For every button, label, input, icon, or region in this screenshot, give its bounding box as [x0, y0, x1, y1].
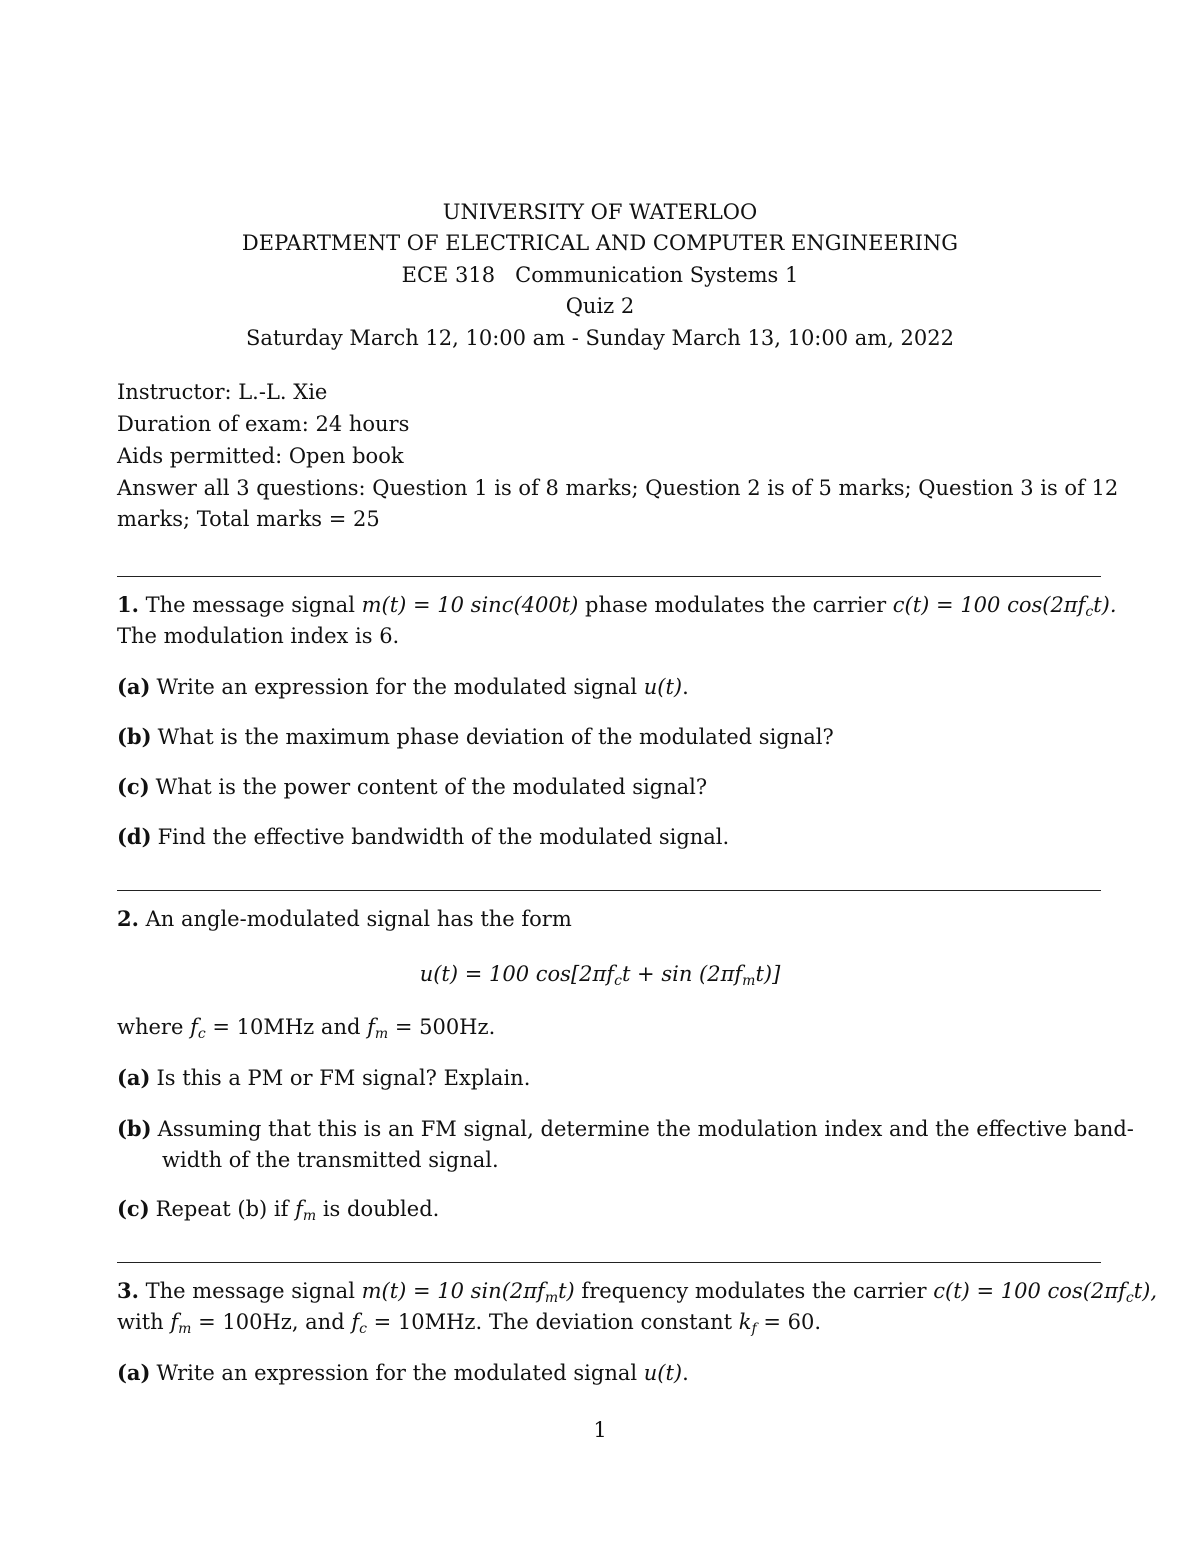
part-label: (b)	[117, 1116, 152, 1141]
part-text: What is the power content of the modulated signal?	[155, 775, 708, 799]
question-number: 2.	[117, 906, 139, 931]
subscript: c	[1085, 604, 1094, 620]
course-title: ECE 318 Communication Systems 1	[401, 263, 799, 287]
part-text: Write an expression for the modulated signal	[156, 1361, 644, 1385]
part-label: (c)	[117, 1196, 150, 1221]
q2-text: = 10MHz and	[205, 1015, 368, 1039]
part-label: (a)	[117, 1360, 151, 1385]
q1-part-d	[117, 823, 1102, 851]
question-1-intro	[117, 591, 1117, 626]
subscript: m	[544, 1290, 559, 1306]
q2-part-c	[117, 1195, 1102, 1230]
aids-permitted: Aids permitted: Open book	[117, 444, 404, 468]
duration: Duration of exam: 24 hours	[117, 412, 410, 436]
part-label: (b)	[117, 724, 152, 749]
exam-date: Saturday March 12, 10:00 am - Sunday March 13, 10:00 am, 2022	[245, 326, 955, 350]
part-label: (a)	[117, 674, 151, 699]
q1-text: The message signal	[138, 593, 362, 617]
subscript: c	[197, 1026, 206, 1042]
math-var: f	[170, 1310, 179, 1334]
q3-text: with	[117, 1310, 171, 1334]
q3-text: = 60.	[756, 1310, 822, 1334]
part-label: (a)	[117, 1065, 151, 1090]
part-text: What is the maximum phase deviation of the modulated signal?	[157, 725, 834, 749]
question-1-line2: The modulation index is 6.	[117, 624, 400, 648]
q2-text: An angle-modulated signal has the form	[138, 907, 572, 931]
divider	[117, 890, 1101, 891]
carrier-expr: c(t) = 100 cos(2πf	[892, 593, 1086, 617]
part-label: (c)	[117, 774, 150, 799]
subscript: f	[751, 1321, 757, 1337]
subscript: c	[1125, 1290, 1134, 1306]
page-number: 1	[593, 1418, 607, 1442]
subscript: c	[614, 973, 622, 989]
q2-part-b-cont: width of the transmitted signal.	[162, 1148, 499, 1172]
q1-text: phase modulates the carrier	[578, 593, 893, 617]
part-label: (d)	[117, 824, 152, 849]
q1-part-a	[117, 673, 1102, 701]
subscript: c	[359, 1321, 367, 1337]
question-2-intro	[117, 905, 1102, 933]
q3-text: = 10MHz. The deviation constant	[366, 1310, 739, 1334]
equation-part: u(t) = 100 cos[2πf	[419, 962, 615, 986]
q2-where	[117, 1013, 1102, 1048]
q2-part-b	[117, 1115, 1134, 1143]
math-var: k	[738, 1310, 752, 1334]
q1-part-b	[117, 723, 1102, 751]
part-text-end: .	[682, 1361, 689, 1385]
math-var: f	[351, 1310, 360, 1334]
subscript: m	[742, 973, 756, 989]
q2-equation	[0, 960, 1200, 995]
math-var: f	[367, 1015, 375, 1039]
q3-text: frequency modulates the carrier	[574, 1279, 934, 1303]
part-text: Assuming that this is an FM signal, determine the modulation index and the effective band-	[157, 1117, 1134, 1141]
part-text-end: .	[682, 675, 689, 699]
part-math: u(t)	[643, 1361, 683, 1385]
quiz-title: Quiz 2	[565, 294, 635, 318]
message-signal-expr: m(t) = 10 sin(2πf	[361, 1279, 545, 1303]
question-number: 1.	[117, 592, 139, 617]
math-var: f	[295, 1197, 303, 1221]
equation-part: t + sin (2πf	[621, 962, 743, 986]
q2-part-a	[117, 1064, 1102, 1092]
department-name: DEPARTMENT OF ELECTRICAL AND COMPUTER ENGINEERING	[241, 231, 959, 255]
question-3-line2	[117, 1308, 1102, 1343]
question-3-intro	[117, 1277, 1158, 1312]
q3-text: = 100Hz, and	[191, 1310, 352, 1334]
carrier-expr-end: t),	[1133, 1279, 1158, 1303]
answer-instructions-line2: marks; Total marks = 25	[117, 507, 380, 531]
equation-part: t)]	[755, 962, 781, 986]
question-number: 3.	[117, 1278, 139, 1303]
divider	[117, 1262, 1101, 1263]
q2-text: = 500Hz.	[388, 1015, 496, 1039]
subscript: m	[302, 1208, 317, 1224]
part-text: Write an expression for the modulated signal	[156, 675, 644, 699]
part-text: Find the effective bandwidth of the modulated signal.	[157, 825, 730, 849]
divider	[117, 576, 1101, 577]
subscript: m	[178, 1321, 192, 1337]
q3-part-a	[117, 1359, 1102, 1387]
q3-text: The message signal	[138, 1279, 362, 1303]
message-signal-expr: m(t) = 10 sinc(400t)	[361, 593, 579, 617]
q1-part-c	[117, 773, 1102, 801]
answer-instructions-line1: Answer all 3 questions: Question 1 is of 8 marks; Question 2 is of 5 marks; Question 3 is of 12	[117, 476, 1119, 500]
carrier-expr-end: t).	[1093, 593, 1117, 617]
carrier-expr: c(t) = 100 cos(2πf	[933, 1279, 1126, 1303]
subscript: m	[374, 1026, 389, 1042]
q2-text: where	[117, 1015, 191, 1039]
part-text: Is this a PM or FM signal? Explain.	[156, 1066, 531, 1090]
part-math: u(t)	[643, 675, 683, 699]
instructor: Instructor: L.-L. Xie	[117, 380, 328, 404]
message-signal-expr-end: t)	[558, 1279, 575, 1303]
math-var: f	[190, 1015, 198, 1039]
part-text: is doubled.	[316, 1197, 440, 1221]
university-name: UNIVERSITY OF WATERLOO	[442, 200, 758, 224]
part-text: Repeat (b) if	[155, 1197, 296, 1221]
